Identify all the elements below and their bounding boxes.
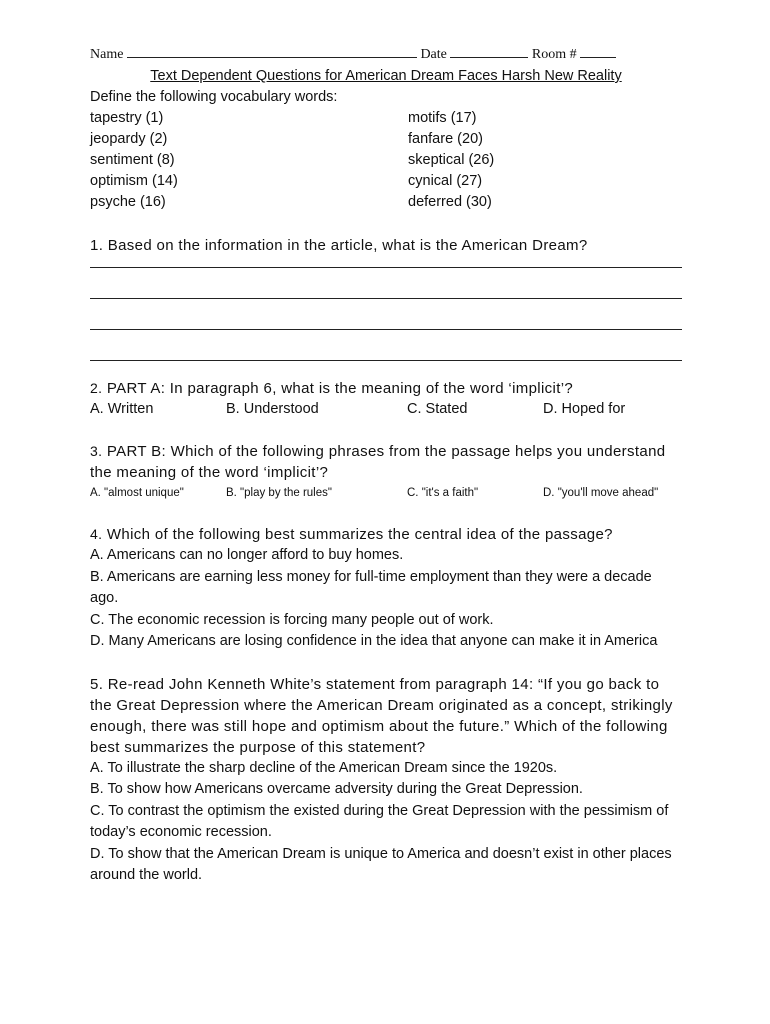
- question-2-options: [90, 399, 682, 420]
- vocab-word: motifs (17): [408, 110, 477, 126]
- vocab-list: [90, 108, 682, 213]
- answer-line[interactable]: [90, 267, 682, 268]
- question-number: 2.: [90, 380, 103, 396]
- vocab-word: cynical (27): [408, 173, 483, 189]
- vocab-word: fanfare (20): [408, 131, 483, 147]
- answer-option[interactable]: A. "almost unique": [90, 487, 184, 499]
- date-label: Date: [420, 47, 447, 62]
- header-fields: [90, 44, 682, 66]
- answer-line[interactable]: [90, 360, 682, 361]
- question-number: 3.: [90, 443, 103, 459]
- vocab-word: psyche (16): [90, 194, 166, 210]
- answer-option[interactable]: A. To illustrate the sharp decline of the American Dream since the 1920s.: [90, 759, 558, 776]
- answer-option[interactable]: D. Hoped for: [543, 401, 626, 417]
- question-4: [90, 524, 682, 545]
- vocab-word: skeptical (26): [408, 152, 495, 168]
- answer-option[interactable]: B. To show how Americans overcame adversity during the Great Depression.: [90, 781, 583, 797]
- vocab-word: optimism (14): [90, 173, 178, 189]
- question-number: 4.: [90, 526, 103, 542]
- vocab-word: jeopardy (2): [90, 131, 168, 147]
- room-blank[interactable]: [580, 44, 616, 58]
- answer-option[interactable]: B. Understood: [226, 401, 319, 417]
- answer-option[interactable]: B. "play by the rules": [226, 487, 332, 499]
- answer-option[interactable]: C. Stated: [407, 401, 468, 417]
- answer-line[interactable]: [90, 329, 682, 330]
- answer-option[interactable]: D. To show that the American Dream is unique to America and doesn’t exist in other places around the world.: [90, 845, 672, 883]
- date-blank[interactable]: [450, 44, 528, 58]
- question-1: 1. Based on the information in the article, what is the American Dream?: [90, 237, 588, 254]
- question-text: PART B: Which of the following phrases from the passage helps you understand the meaning of the word ‘implicit’?: [90, 443, 666, 481]
- name-blank[interactable]: [127, 44, 417, 58]
- answer-option[interactable]: C. "it's a faith": [407, 487, 479, 499]
- question-2: [90, 378, 682, 399]
- question-text: PART A: In paragraph 6, what is the meaning of the word ‘implicit’?: [102, 380, 574, 397]
- room-label: Room #: [531, 47, 577, 62]
- question-3: [90, 441, 682, 483]
- answer-line[interactable]: [90, 298, 682, 299]
- answer-option[interactable]: D. Many Americans are losing confidence in the idea that anyone can make it in America: [90, 633, 658, 649]
- question-5: 5. Re-read John Kenneth White’s statement from paragraph 14: “If you go back to the Great Depression where the American Dream originated as a concept, strikingly enough, there was still hope and optimism about the future.” Which of the following best summarizes the purpose of this statement?: [90, 675, 673, 756]
- vocab-instruction: Define the following vocabulary words:: [90, 89, 338, 105]
- answer-option[interactable]: C. The economic recession is forcing many people out of work.: [90, 611, 494, 628]
- vocab-word: sentiment (8): [90, 152, 175, 168]
- question-text: Which of the following best summarizes the central idea of the passage?: [102, 526, 613, 543]
- name-label: Name: [90, 47, 124, 62]
- worksheet-title: Text Dependent Questions for American Dream Faces Harsh New Reality: [150, 68, 622, 84]
- answer-option[interactable]: C. To contrast the optimism the existed during the Great Depression with the pessimism of today’s economic recession.: [90, 802, 669, 840]
- worksheet-page: [90, 44, 682, 887]
- answer-option[interactable]: A. Americans can no longer afford to buy homes.: [90, 547, 404, 563]
- vocab-word: tapestry (1): [90, 110, 164, 126]
- answer-option[interactable]: A. Written: [90, 401, 154, 417]
- answer-option[interactable]: D. "you'll move ahead": [543, 487, 659, 499]
- vocab-word: deferred (30): [408, 194, 492, 210]
- answer-option[interactable]: B. Americans are earning less money for full-time employment than they were a decade ago.: [90, 568, 652, 606]
- question-3-options: [90, 483, 682, 503]
